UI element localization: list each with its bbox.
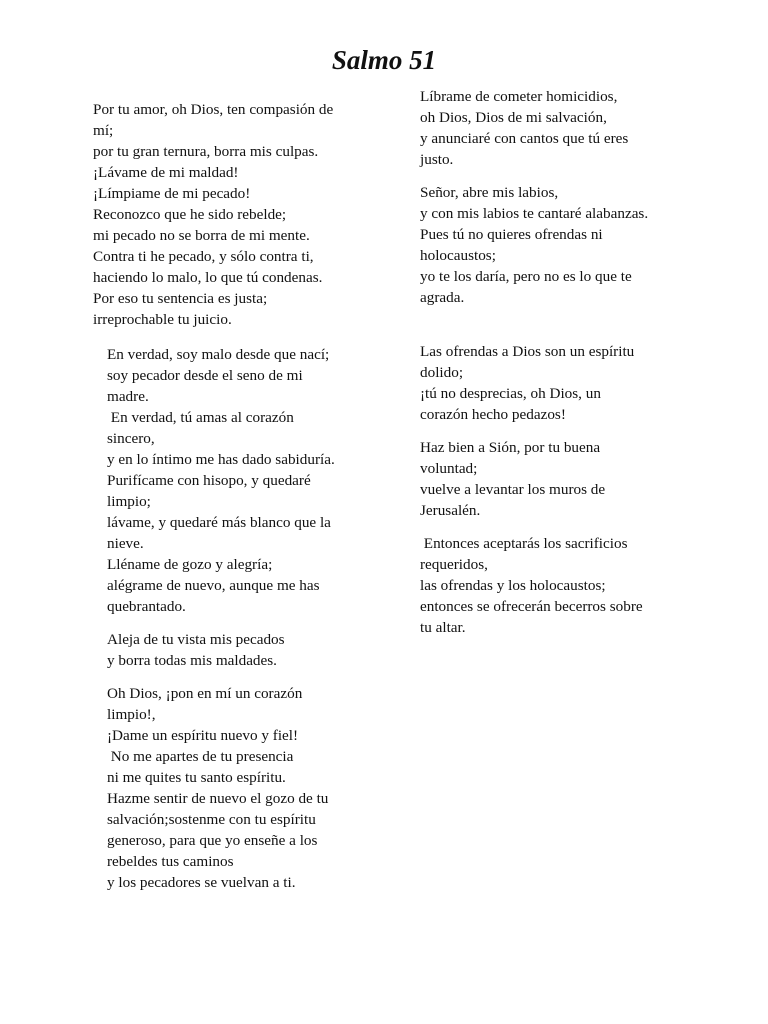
verse-line: Contra ti he pecado, y sólo contra ti, [93,248,314,265]
verse-line: yo te los daría, pero no es lo que te [420,268,632,285]
verse-line: En verdad, tú amas al corazón [107,409,294,426]
verse-line: Haz bien a Sión, por tu buena [420,439,601,456]
verse-line: Pues tú no quieres ofrendas ni [420,226,603,243]
verse-line: Por eso tu sentencia es justa; [93,290,268,307]
verse-line: ¡Lávame de mi maldad! [93,164,239,181]
right-column [420,86,648,638]
verse-line: Reconozco que he sido rebelde; [93,206,287,223]
verse-line: Señor, abre mis labios, [420,184,559,201]
left-stanza-1 [93,99,333,330]
verse-line: Purifícame con hisopo, y quedaré [107,472,311,489]
left-stanza-2 [107,344,335,617]
verse-line: Jerusalén. [420,502,481,519]
verse-line: salvación;sostenme con tu espíritu [107,811,316,828]
right-stanza-4 [420,437,648,521]
verse-line: ¡Límpiame de mi pecado! [93,185,251,202]
verse-line: tu altar. [420,619,466,636]
verse-line: entonces se ofrecerán becerros sobre [420,598,643,615]
verse-line: Aleja de tu vista mis pecados [107,631,285,648]
verse-line: las ofrendas y los holocaustos; [420,577,606,594]
verse-line: madre. [107,388,149,405]
verse-line: requeridos, [420,556,488,573]
verse-line: holocaustos; [420,247,496,264]
verse-line: voluntad; [420,460,478,477]
verse-line: corazón hecho pedazos! [420,406,566,423]
left-column-bottom [107,344,335,893]
verse-line: lávame, y quedaré más blanco que la [107,514,331,531]
verse-line: y con mis labios te cantaré alabanzas. [420,205,649,222]
verse-line: limpio; [107,493,151,510]
verse-line: soy pecador desde el seno de mi [107,367,303,384]
verse-line: y los pecadores se vuelvan a ti. [107,874,296,891]
verse-line: generoso, para que yo enseñe a los [107,832,318,849]
left-stanza-3 [107,629,335,671]
verse-line: agrada. [420,289,465,306]
verse-line: mi pecado no se borra de mi mente. [93,227,310,244]
verse-line: Líbrame de cometer homicidios, [420,88,618,105]
verse-line: Oh Dios, ¡pon en mí un corazón [107,685,303,702]
right-stanza-3 [420,341,648,425]
verse-line: alégrame de nuevo, aunque me has [107,577,320,594]
verse-line: quebrantado. [107,598,186,615]
right-stanza-1 [420,86,648,170]
verse-line: haciendo lo malo, lo que tú condenas. [93,269,323,286]
verse-line: Hazme sentir de nuevo el gozo de tu [107,790,329,807]
verse-line: justo. [420,151,454,168]
verse-line: dolido; [420,364,464,381]
verse-line: por tu gran ternura, borra mis culpas. [93,143,319,160]
right-stanza-2 [420,182,648,308]
verse-line: rebeldes tus caminos [107,853,234,870]
verse-line: ni me quites tu santo espíritu. [107,769,286,786]
verse-line: y borra todas mis maldades. [107,652,277,669]
verse-line: Entonces aceptarás los sacrificios [420,535,628,552]
verse-line: ¡tú no desprecias, oh Dios, un [420,385,601,402]
verse-line: ¡Dame un espíritu nuevo y fiel! [107,727,299,744]
verse-line: vuelve a levantar los muros de [420,481,606,498]
verse-line: y en lo íntimo me has dado sabiduría. [107,451,335,468]
verse-line: sincero, [107,430,155,447]
verse-line: En verdad, soy malo desde que nací; [107,346,330,363]
verse-line: Las ofrendas a Dios son un espíritu [420,343,635,360]
left-column-top [93,99,333,330]
verse-line: Por tu amor, oh Dios, ten compasión de [93,101,334,118]
verse-line: mí; [93,122,114,139]
page-title: Salmo 51 [331,45,437,75]
verse-line: nieve. [107,535,144,552]
verse-line: y anunciaré con cantos que tú eres [420,130,629,147]
right-stanza-5 [420,533,648,638]
verse-line: oh Dios, Dios de mi salvación, [420,109,607,126]
verse-line: irreprochable tu juicio. [93,311,232,328]
verse-line: Lléname de gozo y alegría; [107,556,273,573]
left-stanza-4 [107,683,335,893]
verse-line: limpio!, [107,706,156,723]
verse-line: No me apartes de tu presencia [107,748,294,765]
